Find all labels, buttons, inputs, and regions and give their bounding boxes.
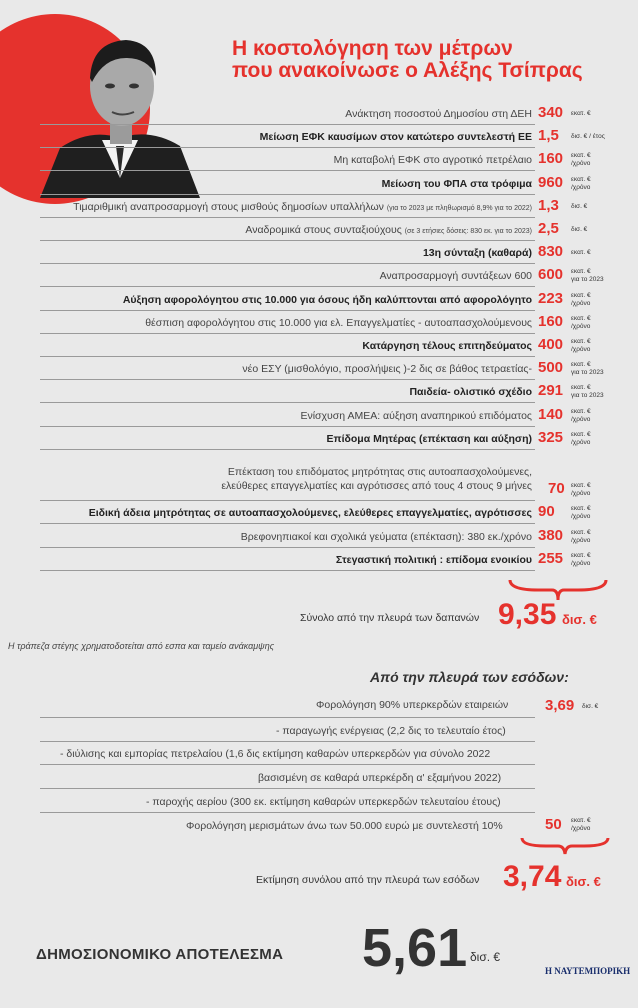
- row-separator: [40, 402, 535, 403]
- revenue-total-value: 3,74: [503, 860, 562, 893]
- row-separator: [40, 333, 535, 334]
- measure-label-text: Αναδρομικά στους συνταξιούχους: [245, 224, 402, 236]
- gas-supply-subline: - παροχής αερίου (300 εκ. εκτίμηση καθαρών υπερκερδών τελευταίου έτους): [146, 796, 501, 808]
- measure-unit: εκατ. €: [571, 110, 591, 117]
- spending-total-label: Σύνολο από την πλευρά των δαπανών: [300, 612, 480, 624]
- measure-value: 400: [538, 336, 564, 353]
- revenue-heading: Από την πλευρά των εσόδων:: [370, 669, 569, 685]
- measure-unit: εκατ. € /χρόνο: [571, 505, 591, 520]
- windfall-tax-unit: δισ. €: [582, 703, 599, 710]
- row-separator: [40, 263, 535, 264]
- measure-label: [241, 531, 532, 543]
- measure-note: (για το 2023 με πληθωρισμό 8,9% για το 2022): [386, 204, 532, 212]
- row-separator: [40, 124, 535, 125]
- measure-unit: εκατ. € /χρόνο: [571, 314, 591, 330]
- row-separator: [40, 217, 535, 218]
- dividend-tax-unit: εκατ. € /χρόνο: [571, 817, 591, 832]
- measure-unit: εκατ. € /χρόνο: [571, 152, 591, 168]
- measure-unit: δισ. €: [571, 226, 588, 233]
- measure-unit: εκατ. € /χρόνο: [571, 175, 591, 191]
- measure-label-text: Ανάκτηση ποσοστού Δημοσίου στη ΔΕΗ: [345, 108, 532, 120]
- measure-value: 223: [538, 289, 564, 307]
- fiscal-result-unit: δισ. €: [470, 950, 501, 964]
- windfall-tax-value: 3,69: [545, 697, 575, 714]
- measure-value: 160: [538, 150, 564, 168]
- row-separator: [40, 426, 535, 427]
- title-line-1: Η κοστολόγηση των μέτρων: [232, 37, 513, 60]
- measure-row: [0, 197, 638, 217]
- measure-label-text: Κατάργηση τέλους επιτηδεύματος: [362, 340, 532, 352]
- windfall-tax-label: Φορολόγηση 90% υπερκερδών εταιρειών: [316, 699, 509, 711]
- measure-row: [0, 359, 638, 379]
- row-separator: [40, 147, 535, 148]
- measure-row: [0, 266, 638, 286]
- measure-label-text: νέο ΕΣΥ (μισθολόγιο, προσλήψεις )-2 δις σε βάθος τετραετίας-: [242, 363, 532, 376]
- row-separator: [40, 523, 535, 524]
- measure-label-text: Παιδεία- ολιστικό σχέδιο: [409, 386, 532, 399]
- maternity-extension-line-1: Επέκταση του επιδόματος μητρότητας στις αυτοαπασχολούμενες,: [227, 466, 532, 478]
- measure-unit: εκατ. € /χρόνο: [571, 291, 591, 307]
- measure-label: [89, 507, 532, 519]
- row-separator: [40, 240, 535, 241]
- measure-row: [0, 527, 638, 547]
- row-separator: [40, 788, 535, 789]
- title-line-2: που ανακοίνωσε ο Αλέξης Τσίπρας: [232, 59, 583, 82]
- revenue-total-label: Εκτίμηση συνόλου από την πλευρά των εσόδων: [256, 874, 480, 886]
- measure-label: [380, 270, 532, 282]
- measure-note: (σε 3 ετήσιες δόσεις: 830 εκ. για το 2023): [404, 228, 532, 235]
- measure-label: [242, 363, 532, 375]
- measure-label: [245, 224, 532, 236]
- measure-label: [345, 108, 532, 120]
- measure-label-text: Βρεφονηπιακοί και σχολικά γεύματα (επέκταση): 380 εκ./χρόνο: [240, 530, 532, 543]
- naftemporiki-logo: Η ΝΑΥΤΕΜΠΟΡΙΚΗ: [545, 966, 631, 976]
- measure-label-text: 13η σύνταξη (καθαρά): [422, 247, 532, 260]
- measure-label-text: Επίδομα Μητέρας (επέκταση και αύξηση): [326, 432, 532, 445]
- row-separator: [40, 449, 535, 450]
- fiscal-result-value: 5,61: [362, 918, 468, 978]
- fiscal-result-label: ΔΗΜΟΣΙΟΝΟΜΙΚΟ ΑΠΟΤΕΛΕΣΜΑ: [36, 946, 284, 963]
- measure-row: [0, 406, 638, 426]
- measure-value: 340: [538, 104, 564, 121]
- measure-row: [0, 313, 638, 333]
- dividend-tax-label: Φορολόγηση μερισμάτων άνω των 50.000 ευρώ με συντελεστή 10%: [186, 820, 503, 832]
- measure-unit: εκατ. € /χρόνο: [571, 528, 591, 544]
- measure-label-text: Αύξηση αφορολόγητου στις 10.000 για όσους ήδη καλύπτονται από αφορολόγητο: [122, 293, 532, 306]
- measure-unit: εκατ. € /χρόνο: [571, 430, 591, 446]
- measure-value: 2,5: [538, 220, 559, 237]
- measure-unit: δισ. € / έτος: [571, 133, 605, 141]
- maternity-extension-value: 70: [548, 480, 565, 497]
- row-separator: [40, 570, 535, 571]
- measure-label: [334, 154, 532, 166]
- measure-unit: εκατ. €: [571, 249, 591, 257]
- measure-value: 291: [538, 382, 564, 400]
- measure-row: [0, 290, 638, 310]
- row-separator: [40, 741, 535, 742]
- maternity-extension-line-2: ελεύθερες επαγγελματίες και αγρότισσες από τους 4 στους 9 μήνες: [221, 480, 532, 492]
- measure-label: [123, 294, 532, 306]
- measure-value: 960: [538, 173, 564, 191]
- measure-value: 1,3: [538, 196, 559, 214]
- measure-label: [336, 554, 532, 566]
- measure-label-text: Μείωση του ΦΠΑ στα τρόφιμα: [381, 177, 532, 190]
- refining-subline-continued: βασισμένη σε καθαρά υπερκέρδη α' εξαμήνου 2022): [258, 772, 502, 784]
- measure-label: [260, 131, 532, 143]
- measure-unit: εκατ. € για το 2023: [571, 384, 604, 400]
- measure-label-text: Ενίσχυση ΑΜΕΑ: αύξηση αναπηρικού επιδόματος: [300, 409, 532, 422]
- energy-production-subline: - παραγωγής ενέργειας (2,2 δις το τελευταίο έτος): [276, 725, 506, 737]
- spending-total-value: 9,35: [498, 598, 557, 631]
- measure-unit: εκατ. € για το 2023: [571, 361, 604, 377]
- measure-label: [327, 433, 532, 445]
- revenue-total-unit: δισ. €: [566, 874, 601, 889]
- measure-label-text: Μη καταβολή ΕΦΚ στο αγροτικό πετρέλαιο: [333, 154, 532, 167]
- measure-label-text: Τιμαριθμική αναπροσαρμογή στους μισθούς δημοσίων υπαλλήλων: [73, 200, 384, 213]
- row-separator: [40, 310, 535, 311]
- measure-value: 830: [538, 243, 564, 261]
- measure-row: [0, 503, 638, 523]
- measure-unit: εκατ. € /χρόνο: [571, 552, 591, 567]
- measure-row: [0, 429, 638, 449]
- measure-value: 600: [538, 266, 564, 284]
- measure-label-text: θέσπιση αφορολόγητου στις 10.000 για ελ. Επαγγελματίες - αυτοαπασχολούμενους: [145, 316, 532, 329]
- measure-label-text: Ειδική άδεια μητρότητας σε αυτοαπασχολούμενες, ελεύθερες επαγγελματίες, αγρότισσες: [88, 507, 532, 519]
- measure-row: [0, 220, 638, 240]
- measure-value: 1,5: [538, 127, 559, 145]
- measure-label: [145, 317, 532, 329]
- page-title: [232, 38, 632, 82]
- refining-subline: - διύλισης και εμπορίας πετρελαίου (1,6 δις εκτίμηση καθαρών υπερκερδών για σύνολο 2022: [60, 748, 491, 760]
- maternity-extension-unit: εκατ. € /χρόνο: [571, 482, 591, 497]
- measure-value: 380: [538, 526, 564, 544]
- measure-label: [362, 340, 532, 352]
- spending-total-unit: δισ. €: [562, 612, 597, 627]
- measure-label: [409, 386, 532, 398]
- measure-unit: δισ. €: [571, 202, 588, 210]
- row-separator: [40, 356, 535, 357]
- row-separator: [40, 764, 535, 765]
- measure-unit: εκατ. € /χρόνο: [571, 407, 591, 423]
- housing-bank-note: Η τράπεζα στέγης χρηματοδοτείται από εσπα και ταμείο ανάκαμψης: [8, 641, 275, 651]
- measure-row: [0, 150, 638, 170]
- measure-unit: εκατ. € /χρόνο: [571, 338, 591, 353]
- row-separator: [40, 717, 535, 718]
- measure-row: [0, 336, 638, 356]
- revenue-brace-icon: [520, 836, 610, 856]
- measure-row: [0, 382, 638, 402]
- measure-label: [300, 410, 532, 422]
- measure-value: 255: [538, 550, 564, 567]
- row-separator: [40, 500, 535, 501]
- measure-value: 90: [538, 503, 555, 520]
- row-separator: [40, 170, 535, 171]
- measure-value: 325: [538, 428, 564, 446]
- row-separator: [40, 286, 535, 287]
- measure-unit: εκατ. € για το 2023: [571, 268, 604, 284]
- dividend-tax-value: 50: [545, 816, 562, 833]
- row-separator: [40, 194, 535, 195]
- measure-row: [0, 243, 638, 263]
- measure-row: [0, 127, 638, 147]
- measure-label: [423, 247, 532, 259]
- measure-label-text: Στεγαστική πολιτική : επίδομα ενοικίου: [335, 554, 532, 566]
- row-separator: [40, 379, 535, 380]
- measure-label-text: Μείωση ΕΦΚ καυσίμων στον κατώτερο συντελεστή ΕΕ: [259, 131, 532, 144]
- row-separator: [40, 547, 535, 548]
- measure-label: [382, 178, 532, 190]
- measure-row: [0, 550, 638, 570]
- measure-row: [0, 174, 638, 194]
- row-separator: [40, 812, 535, 813]
- measure-row: [0, 104, 638, 124]
- measure-label-text: Αναπροσαρμογή συντάξεων 600: [379, 270, 532, 283]
- measure-label: [73, 201, 532, 213]
- measure-value: 140: [538, 405, 564, 423]
- measure-value: 160: [538, 312, 564, 330]
- measure-value: 500: [538, 359, 564, 377]
